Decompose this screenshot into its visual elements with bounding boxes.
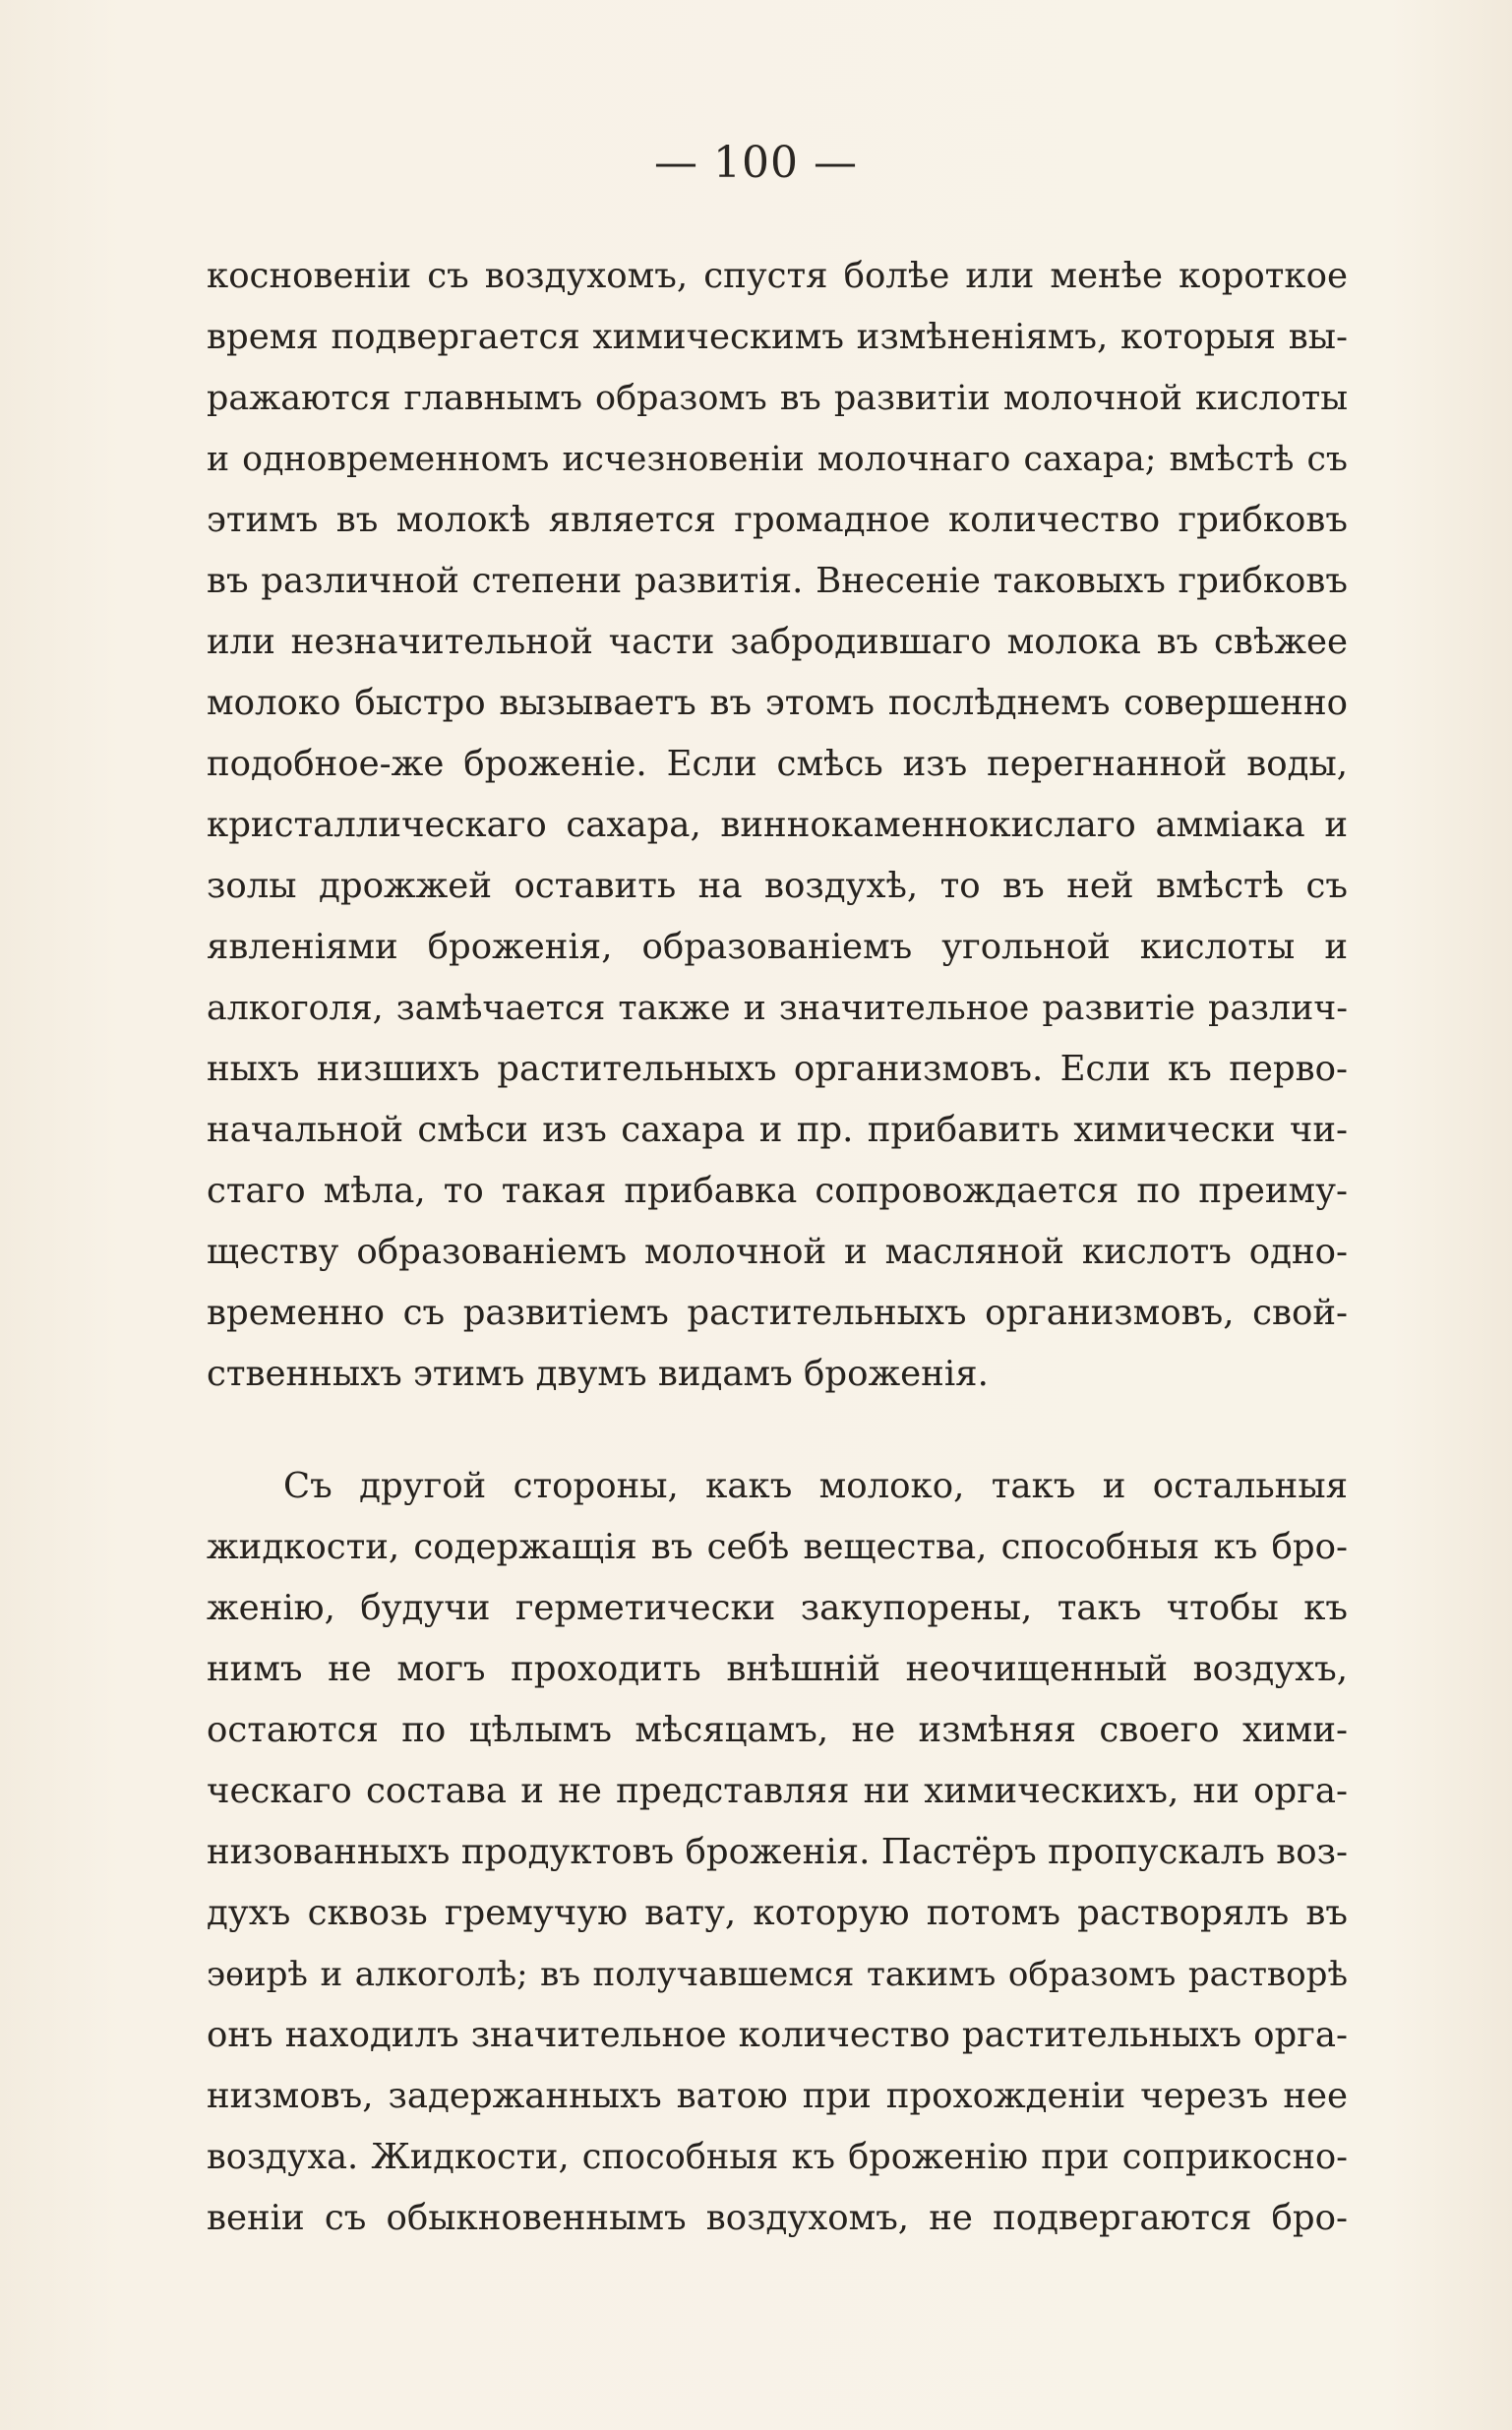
paragraph-1 xyxy=(207,246,1348,1405)
text-line: эѳирѣ и алкоголѣ; въ получавшемся такимъ образомъ растворѣ xyxy=(207,1955,1348,1994)
paragraph-2 xyxy=(207,1456,1348,2249)
text-line: этимъ въ молокѣ является громадное количество грибковъ xyxy=(207,500,1348,540)
text-line: и одновременномъ исчезновенiи молочнаго сахара; вмѣстѣ съ xyxy=(207,440,1348,479)
text-line: подобное-же броженiе. Если смѣсь изъ перегнанной воды, xyxy=(207,744,1348,784)
text-line: ческаго состава и не представляя ни химическихъ, ни орга- xyxy=(207,1771,1348,1811)
text-line: или незначительной части забродившаго молока въ свѣжее xyxy=(207,622,1348,662)
text-line: остаются по цѣлымъ мѣсяцамъ, не измѣняя своего хими- xyxy=(207,1710,1348,1750)
text-line: временно съ развитiемъ растительныхъ организмовъ, свой- xyxy=(207,1293,1348,1333)
text-line: въ различной степени развитiя. Внесенiе таковыхъ грибковъ xyxy=(207,561,1348,601)
text-line: ражаются главнымъ образомъ въ развитiи молочной кислоты xyxy=(207,379,1348,418)
text-line: ществу образованiемъ молочной и масляной кислотъ одно- xyxy=(207,1232,1348,1272)
text-line: воздуха. Жидкости, способныя къ броженiю при соприкосно- xyxy=(207,2137,1348,2177)
text-line: венiи съ обыкновеннымъ воздухомъ, не подвергаются бро- xyxy=(207,2198,1348,2238)
text-line: золы дрожжей оставить на воздухѣ, то въ ней вмѣстѣ съ xyxy=(207,866,1348,906)
text-line: низованныхъ продуктовъ броженiя. Пастёръ пропускалъ воз- xyxy=(207,1832,1348,1872)
text-line: ныхъ низшихъ растительныхъ организмовъ. Если къ перво- xyxy=(207,1049,1348,1089)
text-line: женiю, будучи герметически закупорены, такъ чтобы къ xyxy=(207,1588,1348,1628)
text-line: онъ находилъ значительное количество растительныхъ орга- xyxy=(207,2015,1348,2055)
page-number: — 100 — xyxy=(654,138,858,188)
text-line: молоко быстро вызываетъ въ этомъ послѣднемъ совершенно xyxy=(207,683,1348,723)
text-line: начальной смѣси изъ сахара и пр. прибавить химически чи- xyxy=(207,1110,1348,1150)
text-line: алкоголя, замѣчается также и значительное развитiе различ- xyxy=(207,989,1348,1028)
text-line: Съ другой стороны, какъ молоко, такъ и остальныя xyxy=(283,1466,1348,1506)
text-line: нимъ не могъ проходить внѣшнiй неочищенный воздухъ, xyxy=(207,1649,1348,1689)
text-line: низмовъ, задержанныхъ ватою при прохожденiи черезъ нее xyxy=(207,2076,1348,2116)
text-line: кристаллическаго сахара, виннокаменнокислаго аммiака и xyxy=(207,805,1348,845)
text-line: жидкости, содержащiя въ себѣ вещества, способныя къ бро- xyxy=(207,1527,1348,1567)
text-line: духъ сквозь гремучую вату, которую потомъ растворялъ въ xyxy=(207,1893,1348,1933)
text-line: время подвергается химическимъ измѣненiямъ, которыя вы- xyxy=(207,317,1348,357)
text-line: стаго мѣла, то такая прибавка сопровождается по преиму- xyxy=(207,1171,1348,1211)
text-line: косновенiи съ воздухомъ, спустя болѣе или менѣе короткое xyxy=(207,256,1348,296)
text-line: явленiями броженiя, образованiемъ угольной кислоты и xyxy=(207,927,1348,967)
text-line: ственныхъ этимъ двумъ видамъ броженiя. xyxy=(207,1354,989,1394)
